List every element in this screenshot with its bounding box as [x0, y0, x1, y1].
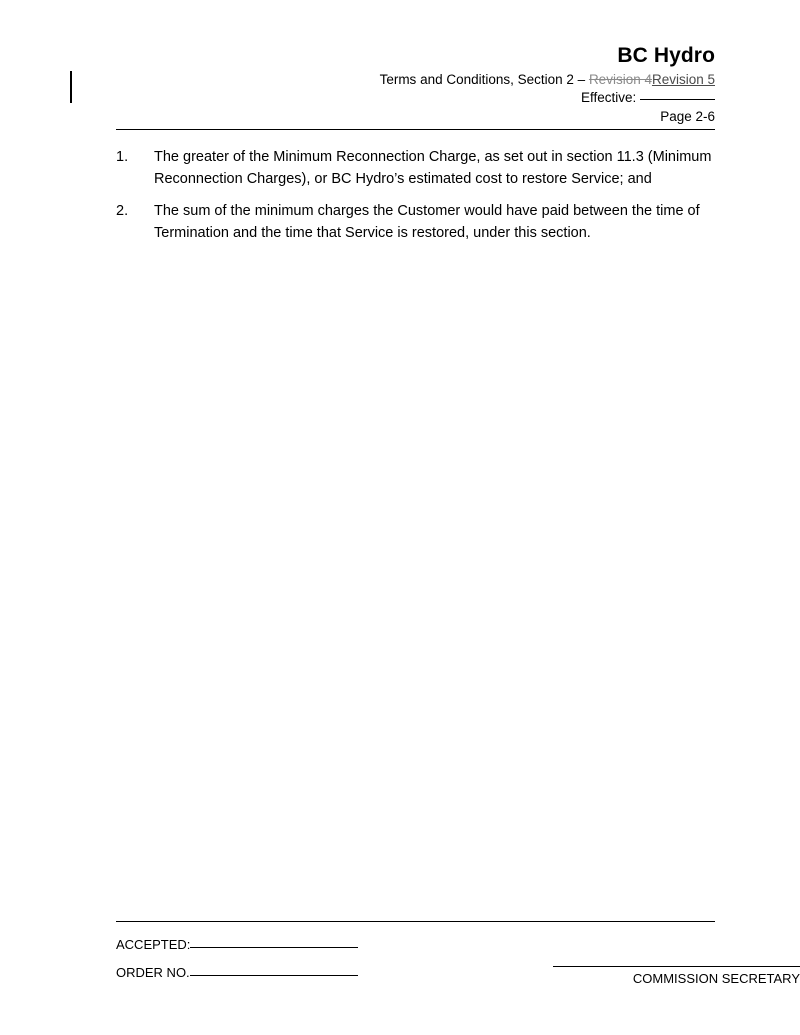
- page-header: [116, 44, 715, 125]
- revision-change-bar: [70, 71, 72, 103]
- accepted-blank: [190, 947, 358, 948]
- list-item-text: The sum of the minimum charges the Customer would have paid between the time of Termination and the time that Service is restored, under this section.: [154, 203, 700, 241]
- accepted-row: [116, 936, 715, 964]
- header-divider: [116, 129, 715, 130]
- page-number: Page 2-6: [660, 109, 715, 124]
- list-item-text: The greater of the Minimum Reconnection Charge, as set out in section 11.3 (Minimum Reconnection Charges), or BC Hydro’s estimated cost to restore Service; and: [154, 149, 712, 187]
- revision-new-text: Revision 5: [651, 72, 715, 87]
- effective-date-blank: [640, 99, 715, 100]
- effective-date-line: [116, 89, 715, 106]
- effective-label: Effective:: [580, 90, 640, 105]
- company-logo-text: BC Hydro: [617, 44, 715, 67]
- list-item-number: 2.: [116, 203, 129, 219]
- header-section-prefix: Terms and Conditions, Section 2 –: [379, 72, 589, 87]
- commission-secretary-label: COMMISSION SECRETARY: [632, 971, 800, 986]
- commission-secretary-block: [500, 966, 800, 988]
- order-no-blank: [190, 975, 358, 976]
- header-section-line: [116, 71, 715, 88]
- list-item: [116, 147, 716, 190]
- accepted-label: ACCEPTED:: [116, 937, 191, 952]
- revision-old-text: Revision 4: [588, 72, 652, 87]
- order-no-label: ORDER NO.: [116, 965, 190, 980]
- footer-divider: [116, 921, 715, 922]
- signature-line: [553, 966, 800, 967]
- list-item: [116, 201, 716, 244]
- document-body: [116, 147, 716, 255]
- list-item-number: 1.: [116, 149, 129, 165]
